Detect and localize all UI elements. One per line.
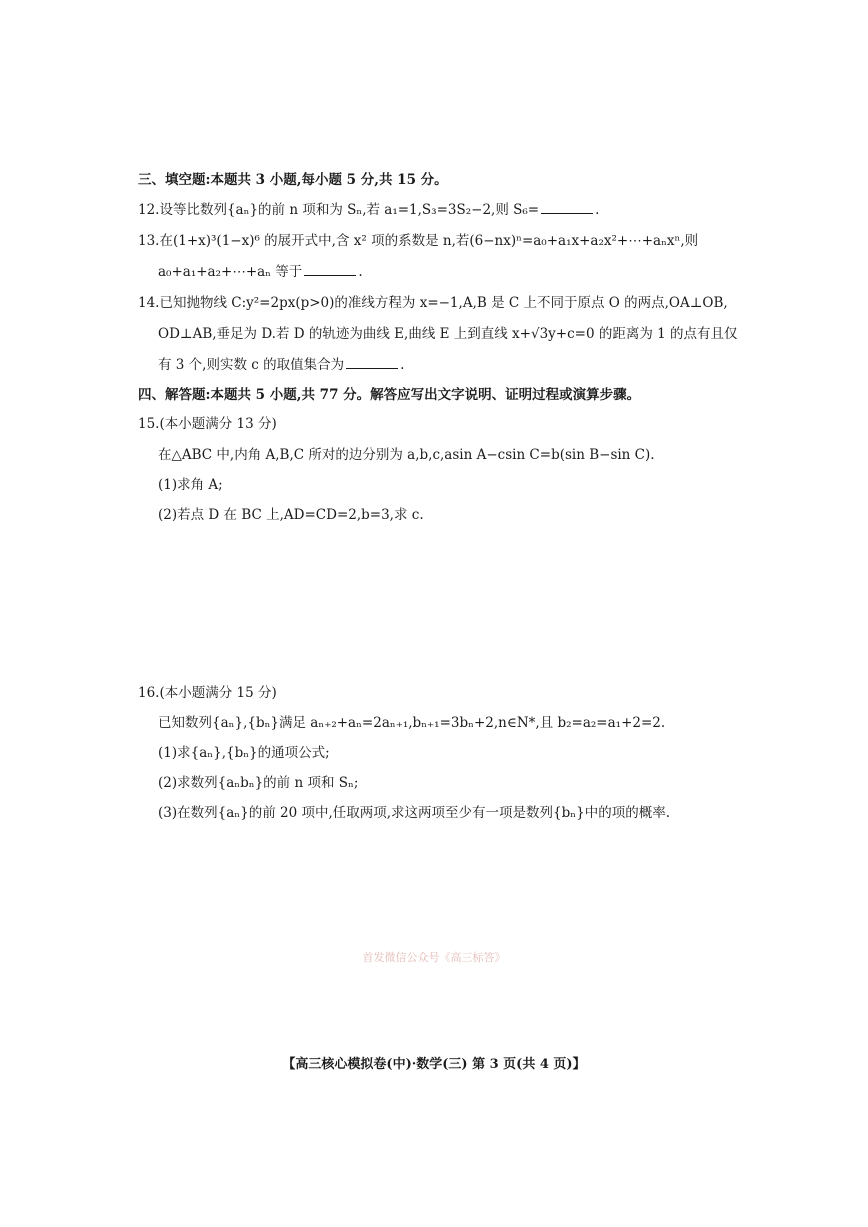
question-16-part3: (3)在数列{aₙ}的前 20 项中,任取两项,求这两项至少有一项是数列{bₙ}中的项的概率. [158, 805, 670, 821]
question-12 [138, 201, 599, 219]
question-16-stem: 已知数列{aₙ},{bₙ}满足 aₙ₊₂+aₙ=2aₙ₊₁,bₙ₊₁=3bₙ+2,n∈N*,且 b₂=a₂=a₁+2=2. [158, 715, 666, 731]
question-15-part2: (2)若点 D 在 BC 上,AD=CD=2,b=3,求 c. [158, 507, 424, 523]
question-16-part1: (1)求{aₙ},{bₙ}的通项公式; [158, 745, 330, 761]
question-13-end: . [358, 264, 363, 280]
page-footer: 【高三核心模拟卷(中)·数学(三) 第 3 页(共 4 页)】 [282, 1057, 586, 1072]
section3-header: 三、填空题:本题共 3 小题,每小题 5 分,共 15 分。 [138, 172, 448, 188]
question-13-text: a₀+a₁+a₂+⋯+aₙ 等于 [158, 264, 303, 280]
question-14-line1: 14.已知抛物线 C:y²=2px(p>0)的准线方程为 x=−1,A,B 是 C 上不同于原点 O 的两点,OA⊥OB, [138, 295, 728, 311]
question-15-title: 15.(本小题满分 13 分) [138, 416, 277, 432]
question-16-part2: (2)求数列{aₙbₙ}的前 n 项和 Sₙ; [158, 775, 359, 791]
question-13-line2 [158, 263, 363, 281]
question-15-part1: (1)求角 A; [158, 477, 223, 493]
answer-blank [346, 356, 398, 369]
question-14-line2: OD⊥AB,垂足为 D.若 D 的轨迹为曲线 E,曲线 E 上到直线 x+√3y+c=0 的距离为 1 的点有且仅 [158, 326, 738, 342]
question-15-stem: 在△ABC 中,内角 A,B,C 所对的边分别为 a,b,c,asin A−csin C=b(sin B−sin C). [158, 447, 655, 463]
question-14-end: . [400, 357, 405, 373]
question-16-title: 16.(本小题满分 15 分) [138, 685, 277, 701]
question-12-text: 12.设等比数列{aₙ}的前 n 项和为 Sₙ,若 a₁=1,S₃=3S₂−2,则 S₆= [138, 202, 540, 218]
question-14-text: 有 3 个,则实数 c 的取值集合为 [158, 357, 345, 373]
answer-blank [541, 201, 593, 214]
question-14-line3 [158, 356, 404, 374]
answer-blank [304, 263, 356, 276]
section4-header: 四、解答题:本题共 5 小题,共 77 分。解答应写出文字说明、证明过程或演算步骤。 [138, 387, 641, 403]
question-13-line1: 13.在(1+x)³(1−x)⁶ 的展开式中,含 x² 项的系数是 n,若(6−nx)ⁿ=a₀+a₁x+a₂x²+⋯+aₙxⁿ,则 [138, 233, 699, 249]
question-12-end: . [595, 202, 600, 218]
watermark: 首发微信公众号《高三标答》 [362, 951, 506, 964]
